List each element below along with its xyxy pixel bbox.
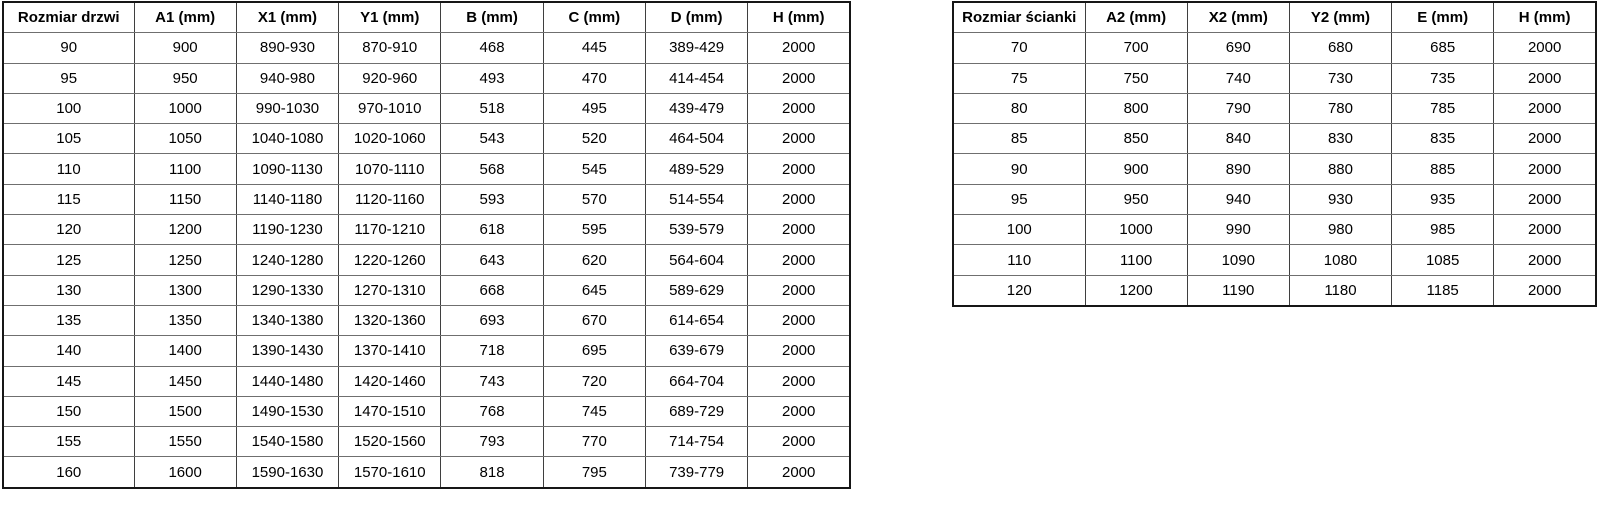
table-cell: 1190-1230	[236, 215, 338, 245]
table-cell: 155	[3, 427, 134, 457]
column-header: E (mm)	[1392, 2, 1494, 33]
table-cell: 743	[441, 366, 543, 396]
column-header: Rozmiar ścianki	[953, 2, 1085, 33]
table-cell: 870-910	[339, 33, 441, 63]
table-cell: 489-529	[645, 154, 747, 184]
table-cell: 90	[3, 33, 134, 63]
table-cell: 439-479	[645, 93, 747, 123]
door-table-header	[3, 2, 850, 33]
table-cell: 930	[1289, 184, 1391, 214]
table-row	[3, 124, 850, 154]
table-cell: 1390-1430	[236, 336, 338, 366]
table-cell: 1270-1310	[339, 275, 441, 305]
header-row	[953, 2, 1596, 33]
table-cell: 1500	[134, 396, 236, 426]
table-cell: 1450	[134, 366, 236, 396]
table-cell: 110	[3, 154, 134, 184]
table-cell: 2000	[748, 427, 850, 457]
header-row	[3, 2, 850, 33]
table-cell: 125	[3, 245, 134, 275]
column-header: Rozmiar drzwi	[3, 2, 134, 33]
table-cell: 1100	[1085, 245, 1187, 275]
table-row	[3, 396, 850, 426]
table-cell: 990-1030	[236, 93, 338, 123]
table-cell: 830	[1289, 124, 1391, 154]
table-cell: 2000	[1494, 184, 1596, 214]
table-cell: 1290-1330	[236, 275, 338, 305]
table-cell: 950	[134, 63, 236, 93]
table-cell: 2000	[748, 457, 850, 488]
table-cell: 468	[441, 33, 543, 63]
table-cell: 1000	[1085, 215, 1187, 245]
table-cell: 835	[1392, 124, 1494, 154]
column-header: Y2 (mm)	[1289, 2, 1391, 33]
table-cell: 990	[1187, 215, 1289, 245]
table-row	[953, 245, 1596, 275]
column-header: C (mm)	[543, 2, 645, 33]
table-cell: 693	[441, 305, 543, 335]
table-row	[3, 305, 850, 335]
table-cell: 643	[441, 245, 543, 275]
table-cell: 1150	[134, 184, 236, 214]
table-cell: 1090-1130	[236, 154, 338, 184]
table-cell: 2000	[748, 184, 850, 214]
table-cell: 2000	[748, 396, 850, 426]
table-cell: 780	[1289, 93, 1391, 123]
table-cell: 1550	[134, 427, 236, 457]
table-cell: 745	[543, 396, 645, 426]
table-row	[3, 427, 850, 457]
table-cell: 2000	[748, 245, 850, 275]
table-cell: 100	[3, 93, 134, 123]
table-row	[3, 63, 850, 93]
table-cell: 389-429	[645, 33, 747, 63]
table-cell: 470	[543, 63, 645, 93]
table-cell: 1120-1160	[339, 184, 441, 214]
table-cell: 1020-1060	[339, 124, 441, 154]
table-cell: 595	[543, 215, 645, 245]
table-cell: 770	[543, 427, 645, 457]
table-row	[953, 93, 1596, 123]
column-header: B (mm)	[441, 2, 543, 33]
table-cell: 2000	[1494, 245, 1596, 275]
table-cell: 920-960	[339, 63, 441, 93]
table-cell: 890-930	[236, 33, 338, 63]
table-row	[3, 33, 850, 63]
table-cell: 1100	[134, 154, 236, 184]
wall-table-header	[953, 2, 1596, 33]
table-cell: 890	[1187, 154, 1289, 184]
table-cell: 1600	[134, 457, 236, 488]
table-cell: 985	[1392, 215, 1494, 245]
table-cell: 1080	[1289, 245, 1391, 275]
table-cell: 800	[1085, 93, 1187, 123]
table-cell: 1170-1210	[339, 215, 441, 245]
column-header: D (mm)	[645, 2, 747, 33]
table-cell: 120	[953, 275, 1085, 306]
table-cell: 2000	[748, 215, 850, 245]
table-cell: 1340-1380	[236, 305, 338, 335]
table-cell: 1240-1280	[236, 245, 338, 275]
table-cell: 2000	[1494, 33, 1596, 63]
table-row	[953, 215, 1596, 245]
table-cell: 564-604	[645, 245, 747, 275]
table-cell: 75	[953, 63, 1085, 93]
table-row	[3, 275, 850, 305]
table-cell: 1185	[1392, 275, 1494, 306]
table-cell: 2000	[1494, 93, 1596, 123]
table-cell: 1520-1560	[339, 427, 441, 457]
column-header: Y1 (mm)	[339, 2, 441, 33]
column-header: A2 (mm)	[1085, 2, 1187, 33]
table-cell: 2000	[1494, 63, 1596, 93]
table-cell: 695	[543, 336, 645, 366]
table-cell: 664-704	[645, 366, 747, 396]
table-cell: 130	[3, 275, 134, 305]
table-row	[3, 184, 850, 214]
table-cell: 885	[1392, 154, 1494, 184]
table-cell: 1180	[1289, 275, 1391, 306]
table-cell: 1320-1360	[339, 305, 441, 335]
table-cell: 2000	[748, 305, 850, 335]
table-cell: 95	[3, 63, 134, 93]
table-cell: 793	[441, 427, 543, 457]
door-sizes-table	[2, 1, 851, 489]
table-cell: 2000	[1494, 275, 1596, 306]
table-cell: 730	[1289, 63, 1391, 93]
column-header: A1 (mm)	[134, 2, 236, 33]
table-cell: 950	[1085, 184, 1187, 214]
table-cell: 714-754	[645, 427, 747, 457]
table-cell: 160	[3, 457, 134, 488]
table-cell: 145	[3, 366, 134, 396]
table-row	[3, 366, 850, 396]
table-cell: 593	[441, 184, 543, 214]
table-cell: 495	[543, 93, 645, 123]
table-cell: 645	[543, 275, 645, 305]
table-cell: 2000	[748, 154, 850, 184]
table-cell: 735	[1392, 63, 1494, 93]
table-cell: 464-504	[645, 124, 747, 154]
table-cell: 840	[1187, 124, 1289, 154]
table-cell: 2000	[748, 93, 850, 123]
table-cell: 539-579	[645, 215, 747, 245]
table-cell: 768	[441, 396, 543, 426]
table-cell: 1370-1410	[339, 336, 441, 366]
table-cell: 670	[543, 305, 645, 335]
column-header: H (mm)	[748, 2, 850, 33]
table-cell: 2000	[1494, 124, 1596, 154]
door-table-body	[3, 33, 850, 488]
table-cell: 1570-1610	[339, 457, 441, 488]
table-cell: 135	[3, 305, 134, 335]
table-cell: 1250	[134, 245, 236, 275]
table-cell: 589-629	[645, 275, 747, 305]
table-cell: 1300	[134, 275, 236, 305]
table-cell: 620	[543, 245, 645, 275]
table-cell: 900	[1085, 154, 1187, 184]
table-cell: 668	[441, 275, 543, 305]
table-cell: 2000	[748, 336, 850, 366]
table-cell: 940-980	[236, 63, 338, 93]
table-cell: 1050	[134, 124, 236, 154]
table-cell: 1220-1260	[339, 245, 441, 275]
table-cell: 2000	[748, 33, 850, 63]
table-row	[3, 93, 850, 123]
table-cell: 518	[441, 93, 543, 123]
table-row	[3, 245, 850, 275]
column-header: X1 (mm)	[236, 2, 338, 33]
table-cell: 685	[1392, 33, 1494, 63]
table-cell: 545	[543, 154, 645, 184]
table-cell: 790	[1187, 93, 1289, 123]
table-row	[3, 154, 850, 184]
table-cell: 750	[1085, 63, 1187, 93]
table-cell: 90	[953, 154, 1085, 184]
table-cell: 1085	[1392, 245, 1494, 275]
table-cell: 520	[543, 124, 645, 154]
table-cell: 618	[441, 215, 543, 245]
table-row	[3, 215, 850, 245]
table-row	[3, 457, 850, 488]
table-cell: 980	[1289, 215, 1391, 245]
table-cell: 115	[3, 184, 134, 214]
table-cell: 2000	[748, 366, 850, 396]
table-cell: 150	[3, 396, 134, 426]
table-cell: 1540-1580	[236, 427, 338, 457]
table-cell: 85	[953, 124, 1085, 154]
table-cell: 2000	[1494, 154, 1596, 184]
table-cell: 100	[953, 215, 1085, 245]
table-cell: 2000	[748, 275, 850, 305]
column-header: X2 (mm)	[1187, 2, 1289, 33]
table-cell: 1040-1080	[236, 124, 338, 154]
table-row	[953, 63, 1596, 93]
wall-sizes-table	[952, 1, 1597, 307]
table-cell: 568	[441, 154, 543, 184]
table-cell: 1200	[134, 215, 236, 245]
table-cell: 1090	[1187, 245, 1289, 275]
column-header: H (mm)	[1494, 2, 1596, 33]
table-cell: 1440-1480	[236, 366, 338, 396]
table-row	[953, 33, 1596, 63]
table-cell: 1070-1110	[339, 154, 441, 184]
table-cell: 935	[1392, 184, 1494, 214]
table-cell: 940	[1187, 184, 1289, 214]
table-cell: 970-1010	[339, 93, 441, 123]
table-cell: 543	[441, 124, 543, 154]
table-cell: 1420-1460	[339, 366, 441, 396]
table-cell: 2000	[748, 124, 850, 154]
table-row	[953, 275, 1596, 306]
table-cell: 689-729	[645, 396, 747, 426]
wall-table-body	[953, 33, 1596, 306]
table-cell: 1350	[134, 305, 236, 335]
table-row	[953, 154, 1596, 184]
table-cell: 718	[441, 336, 543, 366]
table-cell: 818	[441, 457, 543, 488]
table-cell: 1400	[134, 336, 236, 366]
table-cell: 850	[1085, 124, 1187, 154]
table-cell: 880	[1289, 154, 1391, 184]
table-cell: 1490-1530	[236, 396, 338, 426]
table-cell: 795	[543, 457, 645, 488]
table-cell: 1140-1180	[236, 184, 338, 214]
table-cell: 690	[1187, 33, 1289, 63]
table-cell: 785	[1392, 93, 1494, 123]
table-cell: 2000	[748, 63, 850, 93]
table-cell: 110	[953, 245, 1085, 275]
table-cell: 639-679	[645, 336, 747, 366]
table-cell: 570	[543, 184, 645, 214]
table-cell: 80	[953, 93, 1085, 123]
table-cell: 140	[3, 336, 134, 366]
table-cell: 720	[543, 366, 645, 396]
table-row	[953, 124, 1596, 154]
table-cell: 95	[953, 184, 1085, 214]
table-cell: 1200	[1085, 275, 1187, 306]
table-cell: 614-654	[645, 305, 747, 335]
table-cell: 120	[3, 215, 134, 245]
table-cell: 1590-1630	[236, 457, 338, 488]
table-row	[953, 184, 1596, 214]
table-row	[3, 336, 850, 366]
table-cell: 493	[441, 63, 543, 93]
table-cell: 900	[134, 33, 236, 63]
table-cell: 739-779	[645, 457, 747, 488]
table-cell: 414-454	[645, 63, 747, 93]
table-cell: 445	[543, 33, 645, 63]
table-cell: 700	[1085, 33, 1187, 63]
table-cell: 1190	[1187, 275, 1289, 306]
table-cell: 2000	[1494, 215, 1596, 245]
table-cell: 740	[1187, 63, 1289, 93]
table-cell: 70	[953, 33, 1085, 63]
table-cell: 514-554	[645, 184, 747, 214]
table-cell: 1000	[134, 93, 236, 123]
table-cell: 680	[1289, 33, 1391, 63]
table-cell: 1470-1510	[339, 396, 441, 426]
table-cell: 105	[3, 124, 134, 154]
